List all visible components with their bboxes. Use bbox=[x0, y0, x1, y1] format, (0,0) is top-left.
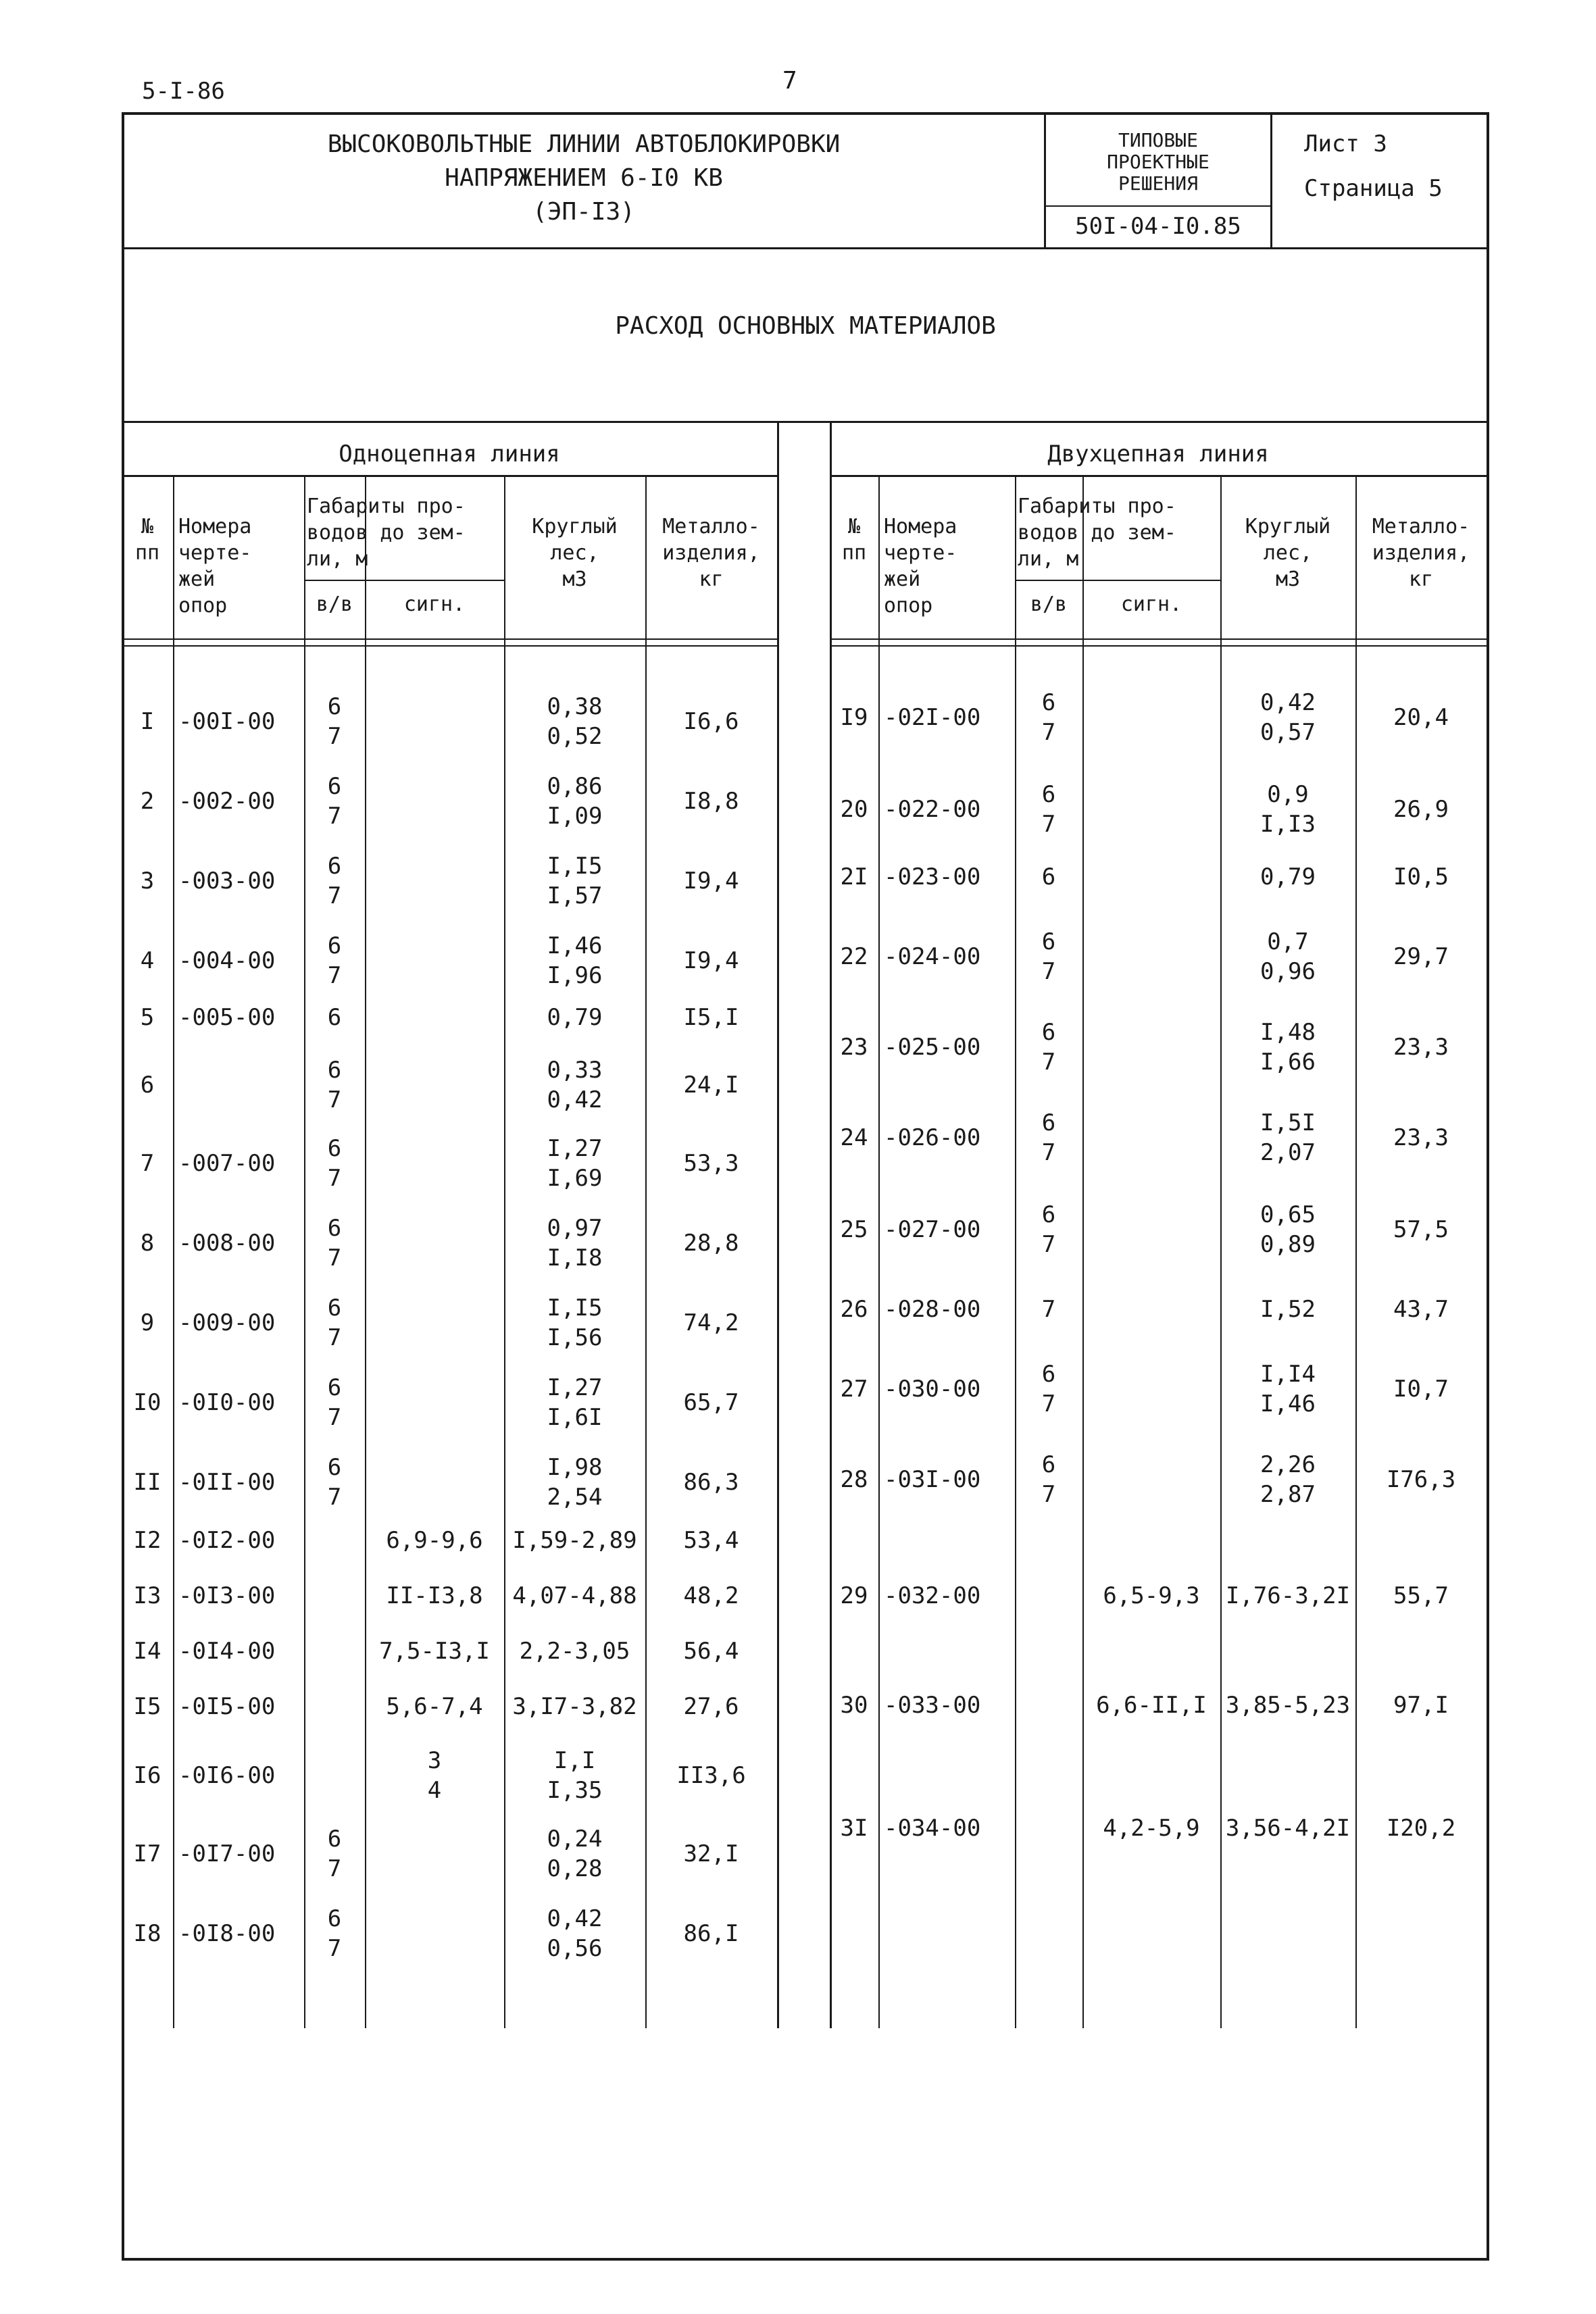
col-header-wood: Круглый лес, м3 bbox=[1245, 515, 1331, 591]
row-hv-clearance: 6 7 bbox=[327, 852, 342, 910]
row-metal-products: 23,3 bbox=[1393, 1034, 1449, 1061]
row-drawing-number: -033-00 bbox=[884, 1692, 981, 1719]
row-hv-clearance: 6 7 bbox=[327, 1825, 342, 1883]
col-header-hv: в/в bbox=[316, 593, 353, 616]
row-metal-products: 55,7 bbox=[1393, 1582, 1449, 1609]
main-title-line-3: (ЭП-I3) bbox=[532, 198, 635, 226]
row-metal-products: I9,4 bbox=[683, 947, 739, 974]
row-metal-products: I20,2 bbox=[1386, 1815, 1456, 1842]
row-metal-products: 74,2 bbox=[683, 1309, 739, 1336]
row-signal-clearance: 7,5-I3,I bbox=[379, 1638, 490, 1665]
row-round-timber: I,I I,35 bbox=[547, 1746, 603, 1805]
row-number: 22 bbox=[840, 943, 868, 970]
row-hv-clearance: 7 bbox=[1041, 1296, 1056, 1323]
row-hv-clearance: 6 7 bbox=[327, 1294, 342, 1352]
row-signal-clearance: 6,6-II,I bbox=[1096, 1692, 1207, 1719]
row-hv-clearance: 6 7 bbox=[1041, 1451, 1056, 1509]
row-drawing-number: -024-00 bbox=[884, 943, 981, 970]
row-number: 29 bbox=[840, 1582, 868, 1609]
row-metal-products: 28,8 bbox=[683, 1230, 739, 1257]
row-metal-products: II3,6 bbox=[676, 1762, 746, 1789]
typical-label-2: ПРОЕКТНЫЕ bbox=[1107, 151, 1210, 173]
row-drawing-number: -002-00 bbox=[178, 788, 276, 815]
row-hv-clearance: 6 7 bbox=[1041, 928, 1056, 986]
col-header-metal: Металло- изделия, кг bbox=[1372, 515, 1470, 591]
row-round-timber: 3,85-5,23 bbox=[1225, 1692, 1351, 1719]
row-metal-products: 23,3 bbox=[1393, 1124, 1449, 1151]
row-round-timber: 4,07-4,88 bbox=[512, 1582, 637, 1609]
row-round-timber: I,I4 I,46 bbox=[1260, 1360, 1316, 1418]
row-round-timber: 2,26 2,87 bbox=[1260, 1451, 1316, 1509]
typical-label-1: ТИПОВЫЕ bbox=[1118, 129, 1198, 151]
row-number: 25 bbox=[840, 1216, 868, 1243]
row-hv-clearance: 6 7 bbox=[1041, 1109, 1056, 1167]
row-drawing-number: -0I2-00 bbox=[178, 1527, 276, 1554]
row-number: 6 bbox=[140, 1072, 155, 1099]
row-number: 7 bbox=[140, 1150, 155, 1177]
row-round-timber: I,52 bbox=[1260, 1296, 1316, 1323]
row-drawing-number: -025-00 bbox=[884, 1034, 981, 1061]
row-drawing-number: -032-00 bbox=[884, 1582, 981, 1609]
row-drawing-number: -022-00 bbox=[884, 796, 981, 823]
row-drawing-number: -030-00 bbox=[884, 1376, 981, 1403]
row-number: I0 bbox=[133, 1389, 161, 1416]
row-metal-products: 57,5 bbox=[1393, 1216, 1449, 1243]
col-header-drawing: Номера черте- жей опор bbox=[178, 515, 252, 618]
row-metal-products: 29,7 bbox=[1393, 943, 1449, 970]
section-title: РАСХОД ОСНОВНЫХ МАТЕРИАЛОВ bbox=[615, 312, 996, 340]
row-round-timber: 0,79 bbox=[1260, 863, 1316, 890]
row-number: 2 bbox=[140, 788, 155, 815]
row-drawing-number: -028-00 bbox=[884, 1296, 981, 1323]
row-round-timber: 0,65 0,89 bbox=[1260, 1201, 1316, 1259]
row-metal-products: I9,4 bbox=[683, 867, 739, 895]
row-number: 23 bbox=[840, 1034, 868, 1061]
row-number: I9 bbox=[840, 704, 868, 731]
row-drawing-number: -023-00 bbox=[884, 863, 981, 890]
row-drawing-number: -034-00 bbox=[884, 1815, 981, 1842]
row-metal-products: I6,6 bbox=[683, 708, 739, 735]
row-number: 24 bbox=[840, 1124, 868, 1151]
row-drawing-number: -0I6-00 bbox=[178, 1762, 276, 1789]
row-round-timber: I,98 2,54 bbox=[547, 1453, 603, 1511]
row-drawing-number: -0I7-00 bbox=[178, 1840, 276, 1867]
main-title-line-1: ВЫСОКОВОЛЬТНЫЕ ЛИНИИ АВТОБЛОКИРОВКИ bbox=[327, 130, 841, 158]
row-number: I8 bbox=[133, 1920, 161, 1947]
row-hv-clearance: 6 7 bbox=[327, 772, 342, 830]
row-round-timber: 0,38 0,52 bbox=[547, 693, 603, 751]
row-metal-products: 43,7 bbox=[1393, 1296, 1449, 1323]
row-metal-products: 86,I bbox=[683, 1920, 739, 1947]
row-metal-products: 97,I bbox=[1393, 1692, 1449, 1719]
row-hv-clearance: 6 7 bbox=[327, 932, 342, 990]
row-round-timber: 0,33 0,42 bbox=[547, 1056, 603, 1114]
row-metal-products: I0,7 bbox=[1393, 1376, 1449, 1403]
row-drawing-number: -026-00 bbox=[884, 1124, 981, 1151]
row-round-timber: 0,7 0,96 bbox=[1260, 928, 1316, 986]
row-drawing-number: -0I0-00 bbox=[178, 1389, 276, 1416]
row-metal-products: I0,5 bbox=[1393, 863, 1449, 890]
row-hv-clearance: 6 7 bbox=[1041, 688, 1056, 747]
row-round-timber: I,59-2,89 bbox=[512, 1527, 637, 1554]
row-round-timber: I,I5 I,56 bbox=[547, 1294, 603, 1352]
row-hv-clearance: 6 bbox=[327, 1004, 342, 1031]
row-drawing-number: -004-00 bbox=[178, 947, 276, 974]
row-round-timber: 0,86 I,09 bbox=[547, 772, 603, 830]
col-header-wood: Круглый лес, м3 bbox=[532, 515, 618, 591]
row-round-timber: I,48 I,66 bbox=[1260, 1018, 1316, 1076]
row-number: I5 bbox=[133, 1693, 161, 1720]
row-hv-clearance: 6 7 bbox=[327, 1134, 342, 1192]
row-hv-clearance: 6 7 bbox=[327, 1374, 342, 1432]
row-metal-products: 56,4 bbox=[683, 1638, 739, 1665]
col-header-signal: сигн. bbox=[1120, 593, 1182, 616]
row-round-timber: 3,56-4,2I bbox=[1225, 1815, 1351, 1842]
row-drawing-number: -00I-00 bbox=[178, 708, 276, 735]
row-number: 3I bbox=[840, 1815, 868, 1842]
row-number: 4 bbox=[140, 947, 155, 974]
row-number: I3 bbox=[133, 1582, 161, 1609]
row-hv-clearance: 6 7 bbox=[327, 1453, 342, 1511]
col-header-drawing: Номера черте- жей опор bbox=[884, 515, 957, 618]
row-drawing-number: -003-00 bbox=[178, 867, 276, 895]
row-hv-clearance: 6 7 bbox=[327, 1905, 342, 1963]
row-round-timber: I,I5 I,57 bbox=[547, 852, 603, 910]
row-number: 2I bbox=[840, 863, 868, 890]
project-number: 50I-04-I0.85 bbox=[1075, 213, 1241, 240]
row-metal-products: 26,9 bbox=[1393, 796, 1449, 823]
row-signal-clearance: 4,2-5,9 bbox=[1103, 1815, 1200, 1842]
row-drawing-number: -007-00 bbox=[178, 1150, 276, 1177]
row-drawing-number: -0II-00 bbox=[178, 1469, 276, 1496]
sheet-number: Лист 3 bbox=[1304, 130, 1387, 157]
row-number: I7 bbox=[133, 1840, 161, 1867]
col-header-hv: в/в bbox=[1030, 593, 1068, 616]
row-metal-products: I5,I bbox=[683, 1004, 739, 1031]
row-metal-products: 48,2 bbox=[683, 1582, 739, 1609]
row-number: 20 bbox=[840, 796, 868, 823]
row-hv-clearance: 6 bbox=[1041, 863, 1056, 890]
row-signal-clearance: 3 4 bbox=[427, 1746, 442, 1805]
col-header-dimensions: Габариты про- водов до зем- ли, м bbox=[1018, 495, 1176, 571]
col-header-signal: сигн. bbox=[403, 593, 466, 616]
row-drawing-number: -0I5-00 bbox=[178, 1693, 276, 1720]
row-round-timber: I,5I 2,07 bbox=[1260, 1109, 1316, 1167]
row-signal-clearance: 6,9-9,6 bbox=[386, 1527, 483, 1554]
row-round-timber: 0,97 I,I8 bbox=[547, 1214, 603, 1272]
col-header-number: № пп bbox=[841, 515, 867, 565]
row-hv-clearance: 6 7 bbox=[1041, 1201, 1056, 1259]
row-number: 9 bbox=[140, 1309, 155, 1336]
row-metal-products: 65,7 bbox=[683, 1389, 739, 1416]
col-header-number: № пп bbox=[134, 515, 160, 565]
row-number: 8 bbox=[140, 1230, 155, 1257]
row-round-timber: 0,9 I,I3 bbox=[1260, 780, 1316, 838]
row-number: 5 bbox=[140, 1004, 155, 1031]
row-round-timber: 0,42 0,57 bbox=[1260, 688, 1316, 747]
row-number: 26 bbox=[840, 1296, 868, 1323]
row-number: I2 bbox=[133, 1527, 161, 1554]
group-title: Двухцепная линия bbox=[1047, 441, 1269, 468]
row-round-timber: I,27 I,69 bbox=[547, 1134, 603, 1192]
row-metal-products: 27,6 bbox=[683, 1693, 739, 1720]
row-signal-clearance: 5,6-7,4 bbox=[386, 1693, 483, 1720]
row-drawing-number: -005-00 bbox=[178, 1004, 276, 1031]
row-round-timber: 0,42 0,56 bbox=[547, 1905, 603, 1963]
row-round-timber: 3,I7-3,82 bbox=[512, 1693, 637, 1720]
row-metal-products: 20,4 bbox=[1393, 704, 1449, 731]
row-number: 27 bbox=[840, 1376, 868, 1403]
row-round-timber: 0,24 0,28 bbox=[547, 1825, 603, 1883]
row-drawing-number: -0I3-00 bbox=[178, 1582, 276, 1609]
row-hv-clearance: 6 7 bbox=[1041, 1360, 1056, 1418]
row-hv-clearance: 6 7 bbox=[327, 1214, 342, 1272]
row-drawing-number: -0I4-00 bbox=[178, 1638, 276, 1665]
row-round-timber: I,76-3,2I bbox=[1225, 1582, 1351, 1609]
row-round-timber: 2,2-3,05 bbox=[519, 1638, 630, 1665]
row-signal-clearance: 6,5-9,3 bbox=[1103, 1582, 1200, 1609]
row-drawing-number: -0I8-00 bbox=[178, 1920, 276, 1947]
row-number: II bbox=[133, 1469, 161, 1496]
row-hv-clearance: 6 7 bbox=[1041, 780, 1056, 838]
row-number: I6 bbox=[133, 1762, 161, 1789]
page-number: 7 bbox=[782, 67, 797, 95]
row-metal-products: 24,I bbox=[683, 1072, 739, 1099]
row-number: 3 bbox=[140, 867, 155, 895]
row-signal-clearance: II-I3,8 bbox=[386, 1582, 483, 1609]
row-round-timber: I,27 I,6I bbox=[547, 1374, 603, 1432]
row-hv-clearance: 6 7 bbox=[327, 693, 342, 751]
row-hv-clearance: 6 7 bbox=[1041, 1018, 1056, 1076]
row-drawing-number: -009-00 bbox=[178, 1309, 276, 1336]
row-number: I4 bbox=[133, 1638, 161, 1665]
typical-label-3: РЕШЕНИЯ bbox=[1118, 172, 1198, 195]
row-drawing-number: -03I-00 bbox=[884, 1466, 981, 1493]
row-drawing-number: -008-00 bbox=[178, 1230, 276, 1257]
row-number: 30 bbox=[840, 1692, 868, 1719]
row-drawing-number: -027-00 bbox=[884, 1216, 981, 1243]
row-round-timber: I,46 I,96 bbox=[547, 932, 603, 990]
row-metal-products: I76,3 bbox=[1386, 1466, 1456, 1493]
row-drawing-number: -02I-00 bbox=[884, 704, 981, 731]
row-metal-products: 86,3 bbox=[683, 1469, 739, 1496]
row-metal-products: 53,3 bbox=[683, 1150, 739, 1177]
row-metal-products: 32,I bbox=[683, 1840, 739, 1867]
row-hv-clearance: 6 7 bbox=[327, 1056, 342, 1114]
col-header-metal: Металло- изделия, кг bbox=[662, 515, 760, 591]
main-title-line-2: НАПРЯЖЕНИЕМ 6-I0 КВ bbox=[445, 164, 723, 192]
row-number: 28 bbox=[840, 1466, 868, 1493]
group-title: Одноцепная линия bbox=[339, 441, 560, 468]
row-metal-products: I8,8 bbox=[683, 788, 739, 815]
row-round-timber: 0,79 bbox=[547, 1004, 603, 1031]
doc-code: 5-I-86 bbox=[142, 78, 225, 105]
row-number: I bbox=[140, 708, 155, 735]
col-header-dimensions: Габариты про- водов до зем- ли, м bbox=[307, 495, 466, 571]
row-metal-products: 53,4 bbox=[683, 1527, 739, 1554]
page-label: Страница 5 bbox=[1304, 175, 1443, 202]
